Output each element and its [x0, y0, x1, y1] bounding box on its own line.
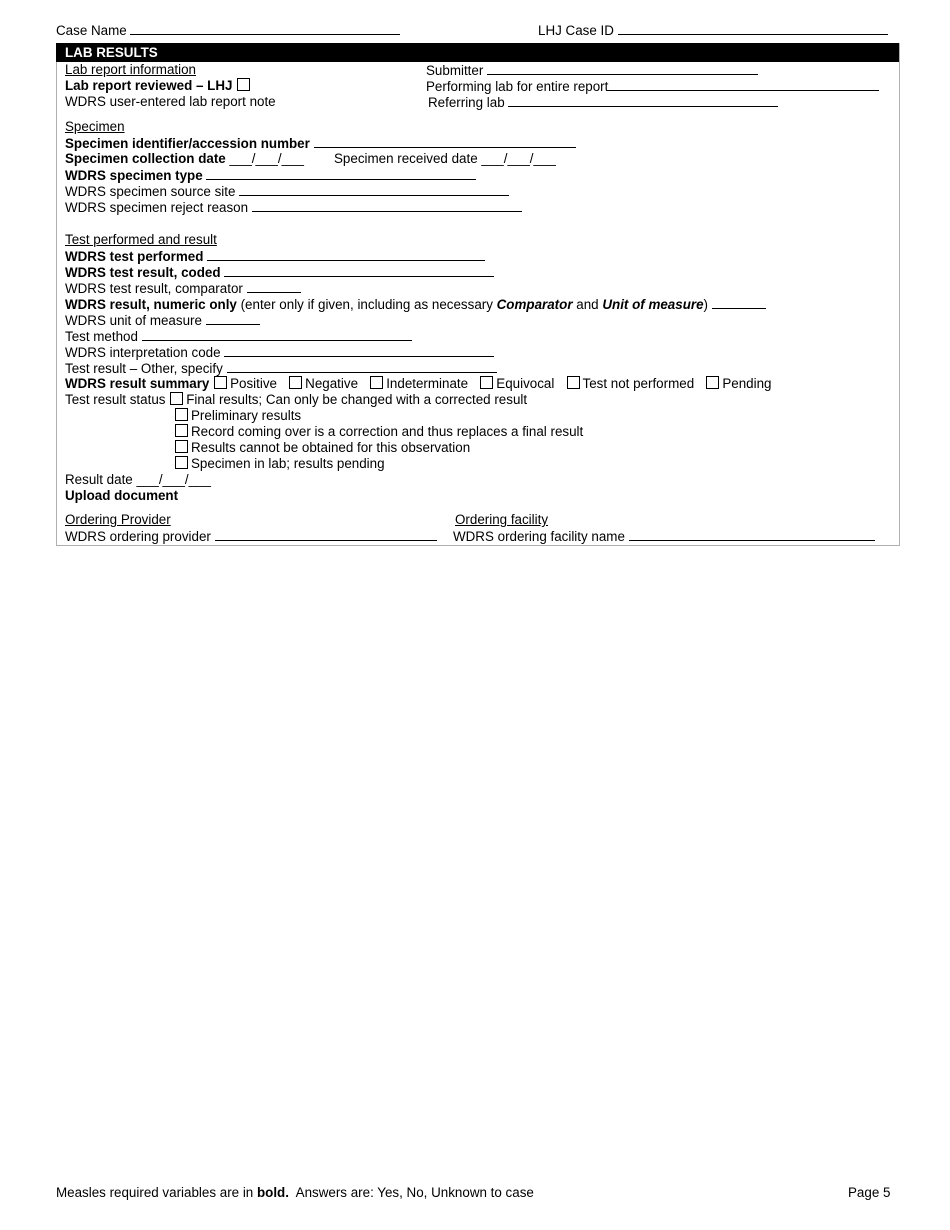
test-heading: Test performed and result: [65, 232, 217, 247]
lab-report-reviewed-label: Lab report reviewed – LHJ: [65, 78, 233, 93]
specimen-heading: Specimen: [65, 119, 125, 134]
status-final-label: Final results; Can only be changed with a corrected result: [186, 392, 528, 407]
summary-pending-label: Pending: [722, 376, 772, 391]
result-summary-label: WDRS result summary: [65, 376, 210, 391]
case-name-blank[interactable]: [130, 22, 400, 35]
specimen-source-site-field: [65, 183, 509, 200]
specimen-collection-date-field: [65, 151, 304, 167]
result-date-field: [65, 472, 211, 488]
ordering-facility-label: WDRS ordering facility name: [453, 529, 625, 544]
test-other-blank[interactable]: [227, 360, 497, 373]
specimen-collection-date-blank[interactable]: ___/___/___: [229, 151, 304, 166]
status-pending-label: Specimen in lab; results pending: [191, 456, 385, 471]
status-correction-label: Record coming over is a correction and thus replaces a final result: [191, 424, 584, 439]
lab-report-reviewed-checkbox[interactable]: [237, 78, 250, 91]
submitter-label: Submitter: [426, 63, 484, 78]
specimen-received-date-blank[interactable]: ___/___/___: [481, 151, 556, 166]
specimen-received-date-field: [334, 151, 556, 167]
referring-lab-label: Referring lab: [428, 95, 505, 110]
test-unit-field: [65, 312, 260, 329]
test-numeric-note-and: and: [572, 297, 603, 312]
specimen-received-date-label: Specimen received date: [334, 151, 478, 166]
test-comparator-field: [65, 280, 301, 297]
submitter-blank[interactable]: [487, 62, 758, 75]
upload-document-label[interactable]: Upload document: [65, 488, 179, 503]
test-numeric-note-close: ): [703, 297, 709, 312]
ordering-facility-blank[interactable]: [629, 528, 875, 541]
footer-note-prefix: Measles required variables are in: [56, 1185, 257, 1200]
referring-lab-field: [428, 94, 778, 111]
test-comparator-label: WDRS test result, comparator: [65, 281, 243, 296]
ordering-provider-label: WDRS ordering provider: [65, 529, 211, 544]
test-method-field: [65, 328, 412, 345]
test-interpretation-field: [65, 344, 494, 361]
test-other-label: Test result – Other, specify: [65, 361, 223, 376]
status-correction-row: [174, 424, 583, 440]
summary-negative-checkbox[interactable]: [289, 376, 302, 389]
test-numeric-note: (enter only if given, including as necessary: [236, 297, 497, 312]
specimen-type-label: WDRS specimen type: [65, 168, 203, 183]
test-performed-blank[interactable]: [207, 248, 485, 261]
summary-positive-label: Positive: [230, 376, 277, 391]
status-preliminary-row: [174, 408, 301, 424]
result-status-label: Test result status: [65, 392, 166, 407]
ordering-facility-heading: Ordering facility: [455, 512, 549, 527]
page-number: Page 5: [848, 1185, 891, 1200]
specimen-reject-reason-field: [65, 199, 522, 216]
footer-note: [56, 1185, 534, 1201]
test-numeric-note-comparator: Comparator: [496, 297, 573, 312]
status-pending-checkbox[interactable]: [175, 456, 188, 469]
specimen-source-site-label: WDRS specimen source site: [65, 184, 236, 199]
test-result-coded-blank[interactable]: [224, 264, 494, 277]
ordering-provider-field: [65, 528, 437, 545]
lab-report-reviewed-field: [65, 78, 253, 94]
specimen-identifier-field: [65, 135, 576, 152]
summary-not-performed-checkbox[interactable]: [567, 376, 580, 389]
status-cannot-obtain-row: [174, 440, 470, 456]
status-cannot-obtain-checkbox[interactable]: [175, 440, 188, 453]
performing-lab-field: [426, 78, 879, 95]
test-numeric-label: WDRS result, numeric only: [65, 297, 237, 312]
performing-lab-label: Performing lab for entire report: [426, 79, 609, 94]
test-unit-label: WDRS unit of measure: [65, 313, 202, 328]
test-numeric-field: [65, 296, 766, 313]
summary-negative-label: Negative: [305, 376, 359, 391]
lab-report-heading: Lab report information: [65, 62, 197, 77]
result-date-label: Result date: [65, 472, 133, 487]
result-summary-row: [65, 376, 771, 392]
summary-equivocal-checkbox[interactable]: [480, 376, 493, 389]
test-result-coded-label: WDRS test result, coded: [65, 265, 221, 280]
summary-pending-checkbox[interactable]: [706, 376, 719, 389]
lab-report-note-label: WDRS user-entered lab report note: [65, 94, 276, 109]
status-pending-row: [174, 456, 385, 472]
specimen-type-field: [65, 167, 476, 184]
specimen-collection-date-label: Specimen collection date: [65, 151, 226, 166]
ordering-facility-field: [453, 528, 875, 545]
test-numeric-blank[interactable]: [712, 296, 766, 309]
footer-note-suffix: Answers are: Yes, No, Unknown to case: [288, 1185, 534, 1200]
section-title: LAB RESULTS: [65, 45, 158, 60]
status-cannot-obtain-label: Results cannot be obtained for this observation: [191, 440, 471, 455]
test-interpretation-label: WDRS interpretation code: [65, 345, 221, 360]
test-result-coded-field: [65, 264, 494, 281]
specimen-type-blank[interactable]: [206, 167, 476, 180]
case-name-field[interactable]: [56, 22, 400, 39]
summary-indeterminate-checkbox[interactable]: [370, 376, 383, 389]
test-method-label: Test method: [65, 329, 138, 344]
specimen-reject-reason-blank[interactable]: [252, 199, 522, 212]
status-preliminary-label: Preliminary results: [191, 408, 302, 423]
test-method-blank[interactable]: [142, 328, 412, 341]
referring-lab-blank[interactable]: [508, 94, 778, 107]
test-performed-field: [65, 248, 485, 265]
lhj-case-id-label: LHJ Case ID: [538, 23, 614, 38]
footer-note-bold: bold.: [256, 1185, 289, 1200]
specimen-identifier-blank[interactable]: [314, 135, 576, 148]
status-final-checkbox[interactable]: [170, 392, 183, 405]
test-interpretation-blank[interactable]: [224, 344, 494, 357]
test-performed-label: WDRS test performed: [65, 249, 204, 264]
performing-lab-blank[interactable]: [608, 78, 879, 91]
ordering-provider-heading: Ordering Provider: [65, 512, 171, 527]
summary-equivocal-label: Equivocal: [496, 376, 555, 391]
test-numeric-note-unit: Unit of measure: [602, 297, 704, 312]
submitter-field: [426, 62, 758, 79]
lhj-case-id-field[interactable]: [538, 22, 888, 39]
result-date-blank[interactable]: ___/___/___: [136, 472, 211, 487]
specimen-identifier-label: Specimen identifier/accession number: [65, 136, 310, 151]
lhj-case-id-blank[interactable]: [618, 22, 888, 35]
test-comparator-blank[interactable]: [247, 280, 301, 293]
test-unit-blank[interactable]: [206, 312, 260, 325]
result-status-row: [65, 392, 527, 408]
specimen-reject-reason-label: WDRS specimen reject reason: [65, 200, 249, 215]
specimen-source-site-blank[interactable]: [239, 183, 509, 196]
summary-not-performed-label: Test not performed: [582, 376, 695, 391]
section-title-bar: [56, 43, 899, 62]
status-correction-checkbox[interactable]: [175, 424, 188, 437]
summary-indeterminate-label: Indeterminate: [386, 376, 469, 391]
test-other-field: [65, 360, 497, 377]
case-name-label: Case Name: [56, 23, 127, 38]
status-preliminary-checkbox[interactable]: [175, 408, 188, 421]
ordering-provider-blank[interactable]: [215, 528, 437, 541]
summary-positive-checkbox[interactable]: [214, 376, 227, 389]
